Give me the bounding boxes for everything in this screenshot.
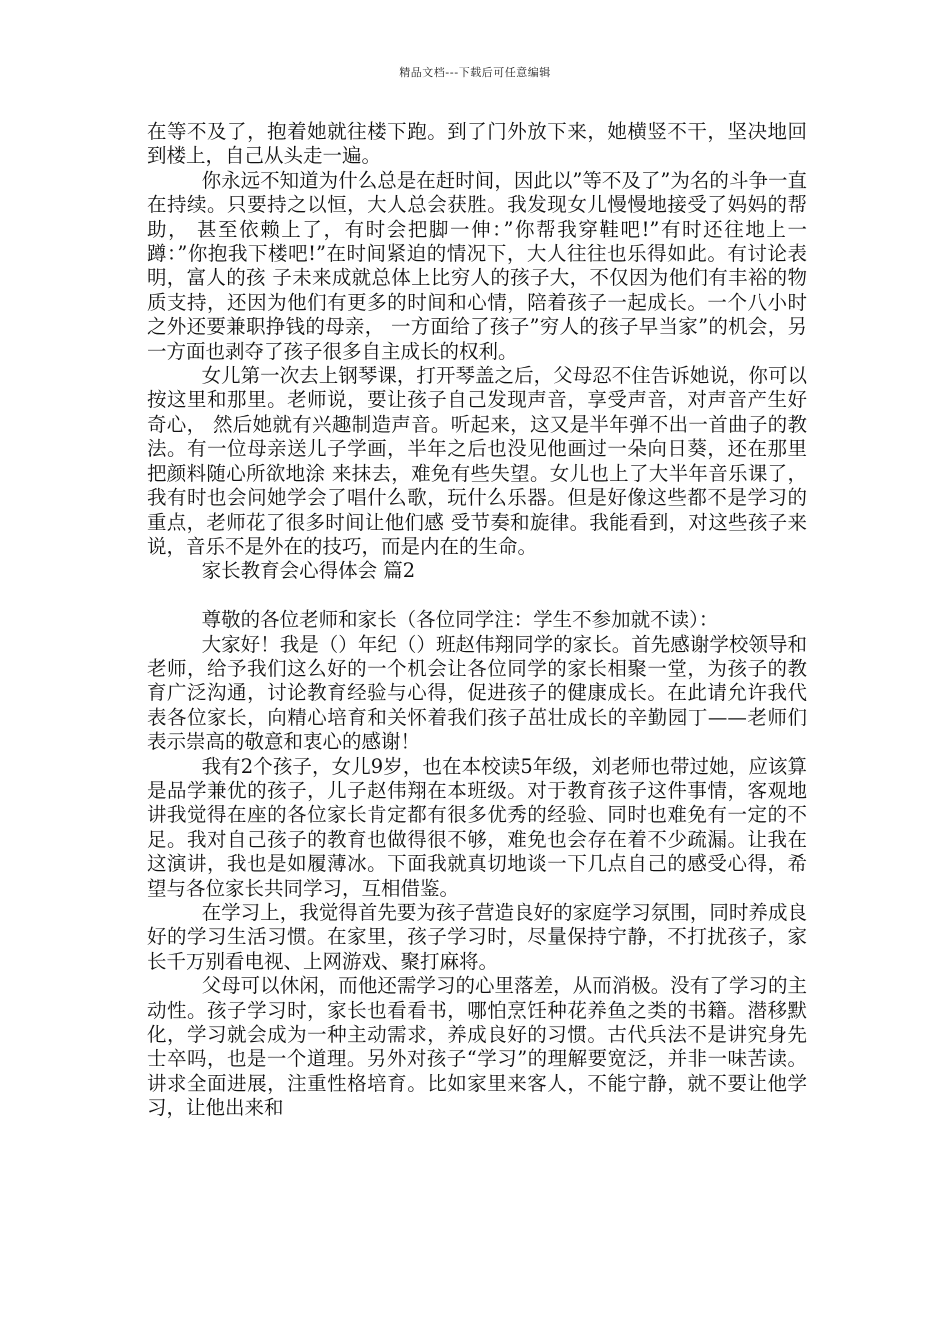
paragraph: 在等不及了，抱着她就往楼下跑。到了门外放下来，她横竖不干，坚决地回到楼上，自己从头走一遍。 <box>147 120 807 168</box>
page-header: 精品文档---下载后可任意编辑 <box>399 66 551 79</box>
paragraph: 大家好！我是（）年纪（）班赵伟翔同学的家长。首先感谢学校领导和老师，给予我们这么好的一个机会让各位同学的家长相聚一堂，为孩子的教育广泛沟通，讨论教育经验与心得，促进孩子的健康成长。在此请允许我代表各位家长，向精心培育和关怀着我们孩子茁壮成长的辛勤园丁——老师们表示崇高的敬意和衷心的感谢！ <box>147 632 807 754</box>
paragraph: 你永远不知道为什么总是在赶时间，因此以”等不及了”为名的斗争一直在持续。只要持之以恒，大人总会获胜。我发现女儿慢慢地接受了妈妈的帮助， 甚至依赖上了，有时会把脚一伸：”你帮我穿鞋吧!”有时还往地上一蹲：”你抱我下楼吧!”在时间紧迫的情况下，大人往往也乐得如此。有讨论表明，富人的孩 子未来成就总体上比穷人的孩子大，不仅因为他们有丰裕的物质支持，还因为他们有更多的时间和心情，陪着孩子一起成长。一个八小时之外还要兼职挣钱的母亲， 一方面给了孩子”穷人的孩子早当家”的机会，另一方面也剥夺了孩子很多自主成长的权利。 <box>147 168 807 363</box>
paragraph: 女儿第一次去上钢琴课，打开琴盖之后，父母忍不住告诉她说，你可以按这里和那里。老师说，要让孩子自己发现声音，享受声音，对声音产生好奇心， 然后她就有兴趣制造声音。听起来，这又是半年弹不出一首曲子的教法。有一位母亲送儿子学画，半年之后也没见他画过一朵向日葵，还在那里把颜料随心所欲地涂 来抹去，难免有些失望。女儿也上了大半年音乐课了，我有时也会问她学会了唱什么歌，玩什么乐器。但是好像这些都不是学习的重点，老师花了很多时间让他们感 受节奏和旋律。我能看到，对这些孩子来说，音乐不是外在的技巧，而是内在的生命。 <box>147 364 807 558</box>
paragraph: 父母可以休闲，而他还需学习的心里落差，从而消极。没有了学习的主动性。孩子学习时，家长也看看书，哪怕烹饪种花养鱼之类的书籍。潜移默化，学习就会成为一种主动需求，养成良好的习惯。古代兵法不是讲究身先士卒吗，也是一个道理。另外对孩子“学习”的理解要宽泛，并非一味苦读。讲求全面进展，注重性格培育。比如家里来客人，不能宁静，就不要让他学习，让他出来和 <box>147 974 807 1120</box>
paragraph: 在学习上，我觉得首先要为孩子营造良好的家庭学习氛围，同时养成良好的学习生活习惯。在家里，孩子学习时，尽量保持宁静，不打扰孩子，家长千万别看电视、上网游戏、聚打麻将。 <box>147 900 807 973</box>
paragraph: 我有2个孩子，女儿9岁，也在本校读5年级，刘老师也带过她，应该算是品学兼优的孩子，儿子赵伟翔在本班级。对于教育孩子这件事情，客观地讲我觉得在座的各位家长肯定都有很多优秀的经验、同时也难免有一定的不足。我对自己孩子的教育也做得很不够，难免也会存在着不少疏漏。让我在这演讲，我也是如履薄冰。下面我就真切地谈一下几点自己的感受心得，希望与各位家长共同学习，互相借鉴。 <box>147 754 807 900</box>
document-body <box>147 120 807 1121</box>
salutation: 尊敬的各位老师和家长（各位同学注：学生不参加就不读）： <box>201 608 719 632</box>
section-heading: 家长教育会心得体会 篇2 <box>201 559 416 583</box>
